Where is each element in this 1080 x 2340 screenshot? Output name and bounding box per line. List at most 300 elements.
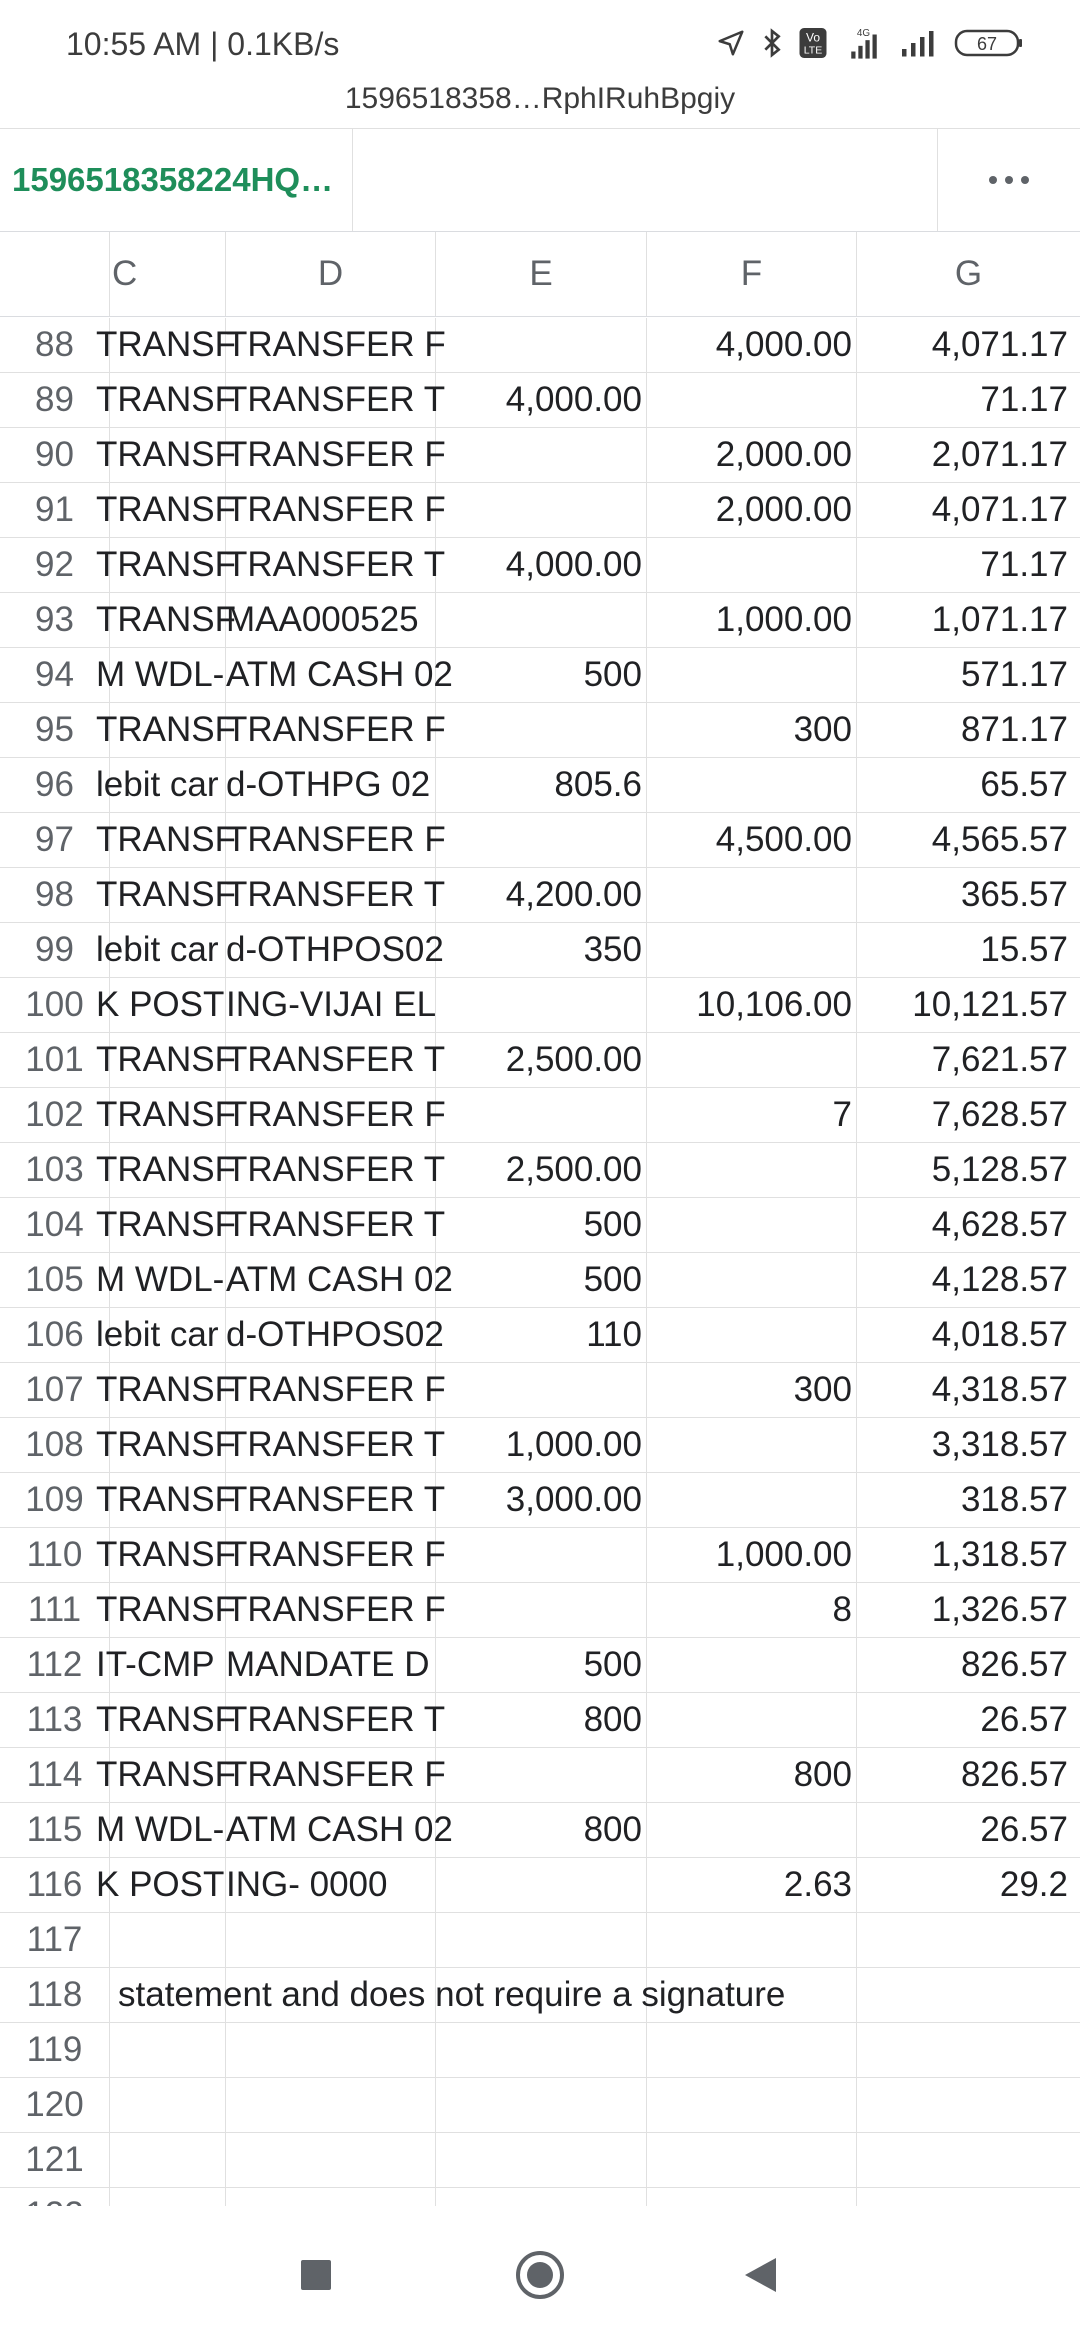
cell-value: TRANSF [96, 435, 236, 474]
table-row [0, 373, 1080, 428]
cell-c[interactable] [96, 1198, 236, 1252]
cell-value: 500 [583, 1205, 642, 1244]
cell-value: 300 [793, 710, 852, 749]
cell-value: lebit car [96, 930, 219, 969]
row-number[interactable]: 104 [0, 1198, 110, 1252]
row-number[interactable]: 114 [0, 1748, 110, 1802]
battery-icon [954, 28, 1024, 58]
row-number[interactable]: 117 [0, 1913, 110, 1967]
cell-d[interactable] [226, 1748, 446, 1802]
cell-e[interactable] [436, 483, 647, 537]
cell-d[interactable] [226, 1858, 436, 1912]
cell-value: 805.6 [554, 765, 642, 804]
row-number[interactable]: 105 [0, 1253, 110, 1307]
cell-d[interactable] [226, 1143, 446, 1197]
cell-c[interactable] [96, 1253, 226, 1307]
table-row [0, 318, 1080, 373]
cell-c[interactable] [96, 978, 226, 1032]
cell-value: 4,000.00 [505, 545, 642, 584]
cell-g[interactable] [857, 1198, 1080, 1252]
cell-f[interactable] [647, 1803, 857, 1857]
cell-d[interactable] [226, 1693, 446, 1747]
cell-value: 4,200.00 [505, 875, 642, 914]
cell-f[interactable] [647, 593, 857, 647]
cell-c[interactable] [96, 1308, 226, 1362]
file-title: 1596518358…RphIRuhBpgiy [344, 82, 736, 115]
row-number[interactable]: 110 [0, 1528, 110, 1582]
cell-e[interactable] [436, 758, 647, 812]
cell-c[interactable] [96, 593, 236, 647]
cell-f[interactable] [647, 483, 857, 537]
cell-e[interactable] [436, 703, 647, 757]
more-horizontal-icon [987, 174, 1031, 186]
cell-e[interactable] [436, 2078, 647, 2132]
row-number[interactable]: 115 [0, 1803, 110, 1857]
cell-value: 2,500.00 [505, 1150, 642, 1189]
cell-value: 300 [793, 1370, 852, 1409]
cell-e[interactable] [436, 2133, 647, 2187]
cell-d[interactable] [226, 1418, 446, 1472]
cell-e[interactable] [436, 1858, 647, 1912]
cell-f[interactable] [647, 703, 857, 757]
home-button[interactable] [505, 2240, 575, 2310]
cell-c[interactable] [96, 373, 236, 427]
cell-c[interactable] [96, 1528, 236, 1582]
column-header-f[interactable]: F [647, 232, 857, 316]
status-icons [716, 26, 1024, 60]
cell-f[interactable] [647, 1363, 857, 1417]
cell-e[interactable] [436, 593, 647, 647]
cell-c[interactable] [96, 1418, 236, 1472]
cell-d[interactable] [226, 2023, 436, 2077]
table-row [0, 538, 1080, 593]
cell-g[interactable] [857, 868, 1080, 922]
cell-e[interactable] [436, 1033, 647, 1087]
cell-f[interactable] [647, 2133, 857, 2187]
row-number[interactable]: 106 [0, 1308, 110, 1362]
cell-e[interactable] [436, 868, 647, 922]
cell-d[interactable] [226, 1473, 446, 1527]
spreadsheet-grid[interactable] [0, 232, 1080, 2206]
cell-value: MAA000525 [226, 600, 419, 639]
cell-f[interactable] [647, 868, 857, 922]
cell-value: 4,128.57 [931, 1260, 1068, 1299]
cell-value: M WDL- [96, 1810, 225, 1849]
cell-g[interactable] [857, 428, 1080, 482]
cell-g[interactable] [857, 318, 1080, 372]
cell-c[interactable] [96, 813, 236, 867]
cell-d[interactable] [226, 483, 446, 537]
cell-value: 65.57 [980, 765, 1068, 804]
cell-e[interactable] [436, 1473, 647, 1527]
cell-c[interactable] [96, 1858, 226, 1912]
row-number[interactable]: 112 [0, 1638, 110, 1692]
cell-value: 571.17 [960, 655, 1068, 694]
table-row [0, 1033, 1080, 1088]
cell-d[interactable] [226, 538, 446, 592]
row-number[interactable]: 99 [0, 923, 110, 977]
cell-value: 26.57 [980, 1810, 1068, 1849]
cell-d[interactable] [226, 1198, 446, 1252]
cell-c[interactable] [110, 2023, 226, 2077]
recents-button[interactable] [281, 2240, 351, 2310]
row-number[interactable]: 118 [0, 1968, 110, 2022]
cell-g[interactable] [857, 978, 1080, 1032]
cell-g[interactable] [857, 373, 1080, 427]
cell-f[interactable] [647, 1033, 857, 1087]
cell-f[interactable] [647, 813, 857, 867]
cell-e[interactable] [436, 1308, 647, 1362]
cell-g[interactable] [857, 813, 1080, 867]
cell-e[interactable] [436, 1748, 647, 1802]
cell-value: 7,628.57 [931, 1095, 1068, 1134]
table-row [0, 483, 1080, 538]
cell-value: TRANSFER F [226, 490, 446, 529]
cell-value: 500 [583, 655, 642, 694]
cell-e[interactable] [436, 648, 647, 702]
cell-e[interactable] [436, 538, 647, 592]
row-number[interactable]: 90 [0, 428, 110, 482]
cell-g[interactable] [857, 1033, 1080, 1087]
cell-f[interactable] [647, 1693, 857, 1747]
cell-g[interactable] [857, 1583, 1080, 1637]
cell-e[interactable] [436, 2023, 647, 2077]
cell-f[interactable] [647, 1088, 857, 1142]
cell-value: TRANSF [96, 820, 236, 859]
corner-cell[interactable] [0, 232, 110, 316]
status-time: 10:55 AM | 0.1KB/s [66, 26, 340, 62]
cell-f[interactable] [647, 538, 857, 592]
cell-e[interactable] [436, 318, 647, 372]
row-number[interactable]: 111 [0, 1583, 110, 1637]
cell-c[interactable] [96, 1803, 226, 1857]
row-number[interactable]: 109 [0, 1473, 110, 1527]
cell-f[interactable] [647, 1308, 857, 1362]
cell-f[interactable] [647, 1143, 857, 1197]
table-row [0, 428, 1080, 483]
cell-g[interactable] [857, 1803, 1080, 1857]
row-number[interactable]: 103 [0, 1143, 110, 1197]
cell-value: TRANSF [96, 380, 236, 419]
row-number[interactable]: 101 [0, 1033, 110, 1087]
cell-d[interactable] [226, 1803, 453, 1857]
cell-f[interactable] [647, 1418, 857, 1472]
row-number[interactable]: 120 [0, 2078, 110, 2132]
cell-d[interactable] [226, 1583, 446, 1637]
cell-value: TRANSF [96, 1590, 236, 1629]
cell-c[interactable] [110, 2078, 226, 2132]
cell-d[interactable] [226, 593, 436, 647]
cell-c[interactable] [96, 1143, 236, 1197]
row-number[interactable]: 119 [0, 2023, 110, 2077]
navigation-bar [0, 2206, 1080, 2340]
cell-f[interactable] [647, 1638, 857, 1692]
cell-c[interactable] [96, 1583, 236, 1637]
cell-value: TRANSFER F [226, 1755, 446, 1794]
cell-e[interactable] [436, 923, 647, 977]
cell-g[interactable] [857, 758, 1080, 812]
location-icon [716, 28, 746, 58]
table-row [0, 1253, 1080, 1308]
cell-c[interactable] [96, 1473, 236, 1527]
cell-e[interactable] [436, 1363, 647, 1417]
cell-c[interactable] [96, 1363, 236, 1417]
column-header-row [0, 232, 1080, 317]
cell-f[interactable] [647, 1913, 857, 1967]
cell-g[interactable] [857, 1088, 1080, 1142]
cell-d[interactable] [226, 923, 444, 977]
row-number[interactable]: 94 [0, 648, 110, 702]
row-number[interactable]: 113 [0, 1693, 110, 1747]
row-number[interactable]: 98 [0, 868, 110, 922]
cell-value: 500 [583, 1260, 642, 1299]
cell-c[interactable] [96, 648, 226, 702]
cell-c[interactable] [110, 2133, 226, 2187]
cell-f[interactable] [647, 2078, 857, 2132]
cell-f[interactable] [647, 923, 857, 977]
cell-c[interactable] [96, 538, 236, 592]
cell-d[interactable] [226, 1638, 436, 1692]
cell-g[interactable] [857, 1143, 1080, 1197]
row-number[interactable]: 96 [0, 758, 110, 812]
cell-e[interactable] [436, 1913, 647, 1967]
cell-value: 4,000.00 [505, 380, 642, 419]
row-number[interactable]: 91 [0, 483, 110, 537]
column-header-g[interactable]: G [954, 254, 983, 293]
cell-f[interactable] [647, 2023, 857, 2077]
svg-text:Vo: Vo [805, 30, 821, 45]
cell-value: ING-VIJAI EL [226, 985, 437, 1024]
cell-f[interactable] [647, 318, 857, 372]
cell-f[interactable] [647, 1198, 857, 1252]
row-number[interactable]: 95 [0, 703, 110, 757]
cell-g[interactable] [857, 2133, 1080, 2187]
cell-f[interactable] [647, 1748, 857, 1802]
cell-value: 350 [583, 930, 642, 969]
cell-g[interactable] [857, 1693, 1080, 1747]
cell-value: MANDATE D [226, 1645, 430, 1684]
cell-g[interactable] [857, 1528, 1080, 1582]
cell-value: TRANSF [96, 1150, 236, 1189]
cell-d[interactable] [226, 1363, 446, 1417]
cell-f[interactable] [647, 978, 857, 1032]
cell-c[interactable] [96, 923, 226, 977]
cell-value: TRANSF [96, 875, 236, 914]
row-number[interactable]: 116 [0, 1858, 110, 1912]
cell-f[interactable] [647, 758, 857, 812]
cell-c[interactable] [96, 483, 236, 537]
cell-c[interactable] [96, 1748, 236, 1802]
cell-f[interactable] [647, 1473, 857, 1527]
row-number[interactable]: 88 [0, 318, 110, 372]
triangle-back-icon [742, 2256, 778, 2294]
cell-value: 4,565.57 [931, 820, 1068, 859]
cell-c[interactable] [96, 1693, 236, 1747]
cell-g[interactable] [857, 923, 1080, 977]
table-row [0, 1693, 1080, 1748]
column-header-e[interactable]: E [436, 232, 647, 316]
sheet-tab-label: 1596518358224HQ… [12, 161, 334, 198]
row-number[interactable]: 108 [0, 1418, 110, 1472]
table-row [0, 868, 1080, 923]
cell-g[interactable] [857, 1858, 1080, 1912]
column-header-d[interactable]: D [226, 232, 436, 316]
row-number[interactable]: 107 [0, 1363, 110, 1417]
cell-e[interactable] [436, 1253, 647, 1307]
cell-d[interactable] [226, 1308, 444, 1362]
cell-g[interactable] [857, 2023, 1080, 2077]
table-row [0, 1803, 1080, 1858]
more-options-button[interactable] [937, 129, 1080, 231]
column-header-c[interactable]: C [110, 232, 226, 316]
cell-value: IT-CMP [96, 1645, 215, 1684]
cell-c[interactable] [96, 868, 236, 922]
cell-c[interactable] [96, 428, 236, 482]
cell-value: 1,326.57 [931, 1590, 1068, 1629]
cell-d[interactable] [226, 978, 436, 1032]
table-row [0, 813, 1080, 868]
cell-g[interactable] [857, 1253, 1080, 1307]
row-number[interactable]: 93 [0, 593, 110, 647]
cell-d[interactable] [226, 373, 446, 427]
svg-text:LTE: LTE [803, 44, 823, 57]
cell-value: TRANSFER F [226, 1590, 446, 1629]
cell-e[interactable] [436, 1803, 647, 1857]
cell-g[interactable] [857, 1473, 1080, 1527]
cell-e[interactable] [436, 813, 647, 867]
cell-value: M WDL- [96, 1260, 225, 1299]
cell-value: 2,000.00 [715, 490, 852, 529]
cell-value: 10,106.00 [696, 985, 852, 1024]
cell-value: 2,071.17 [931, 435, 1068, 474]
cell-g[interactable] [857, 1418, 1080, 1472]
cell-g[interactable] [857, 703, 1080, 757]
cell-c[interactable] [96, 703, 236, 757]
cell-value: 71.17 [980, 545, 1068, 584]
cell-g[interactable] [857, 1913, 1080, 1967]
cell-value: 15.57 [980, 930, 1068, 969]
row-number[interactable]: 97 [0, 813, 110, 867]
row-number[interactable]: 89 [0, 373, 110, 427]
cell-value: TRANSFER F [226, 1535, 446, 1574]
cell-g[interactable] [857, 593, 1080, 647]
row-number[interactable]: 102 [0, 1088, 110, 1142]
cell-value: 4,628.57 [931, 1205, 1068, 1244]
cell-e[interactable] [436, 1693, 647, 1747]
table-row [0, 2023, 1080, 2078]
table-row [0, 923, 1080, 978]
cell-value: 4,071.17 [931, 490, 1068, 529]
cell-value: 4,500.00 [715, 820, 852, 859]
cell-d[interactable] [226, 758, 436, 812]
row-number[interactable]: 121 [0, 2133, 110, 2187]
cell-value: TRANSFER T [226, 545, 446, 584]
cell-d[interactable] [226, 1088, 446, 1142]
cell-d[interactable] [226, 318, 446, 372]
cell-value: 26.57 [980, 1700, 1068, 1739]
cell-f[interactable] [647, 1528, 857, 1582]
table-row [0, 1748, 1080, 1803]
cell-e[interactable] [436, 1583, 647, 1637]
cell-f[interactable] [647, 428, 857, 482]
cell-d[interactable] [226, 1528, 446, 1582]
cell-d[interactable] [226, 2133, 436, 2187]
cell-d[interactable] [226, 428, 446, 482]
note-cell[interactable]: statement and does not require a signature [118, 1975, 786, 2014]
cell-value: 1,000.00 [715, 1535, 852, 1574]
cell-e[interactable] [436, 1198, 647, 1252]
back-button[interactable] [725, 2240, 795, 2310]
status-bar [0, 0, 1080, 80]
cell-c[interactable] [96, 1638, 226, 1692]
cell-g[interactable] [857, 538, 1080, 592]
sheet-tab[interactable] [0, 129, 353, 231]
grid-rows [0, 318, 1080, 2243]
cell-g[interactable] [857, 1748, 1080, 1802]
cell-d[interactable] [226, 1033, 446, 1087]
cell-value: TRANSF [96, 1535, 236, 1574]
table-row [0, 1473, 1080, 1528]
cell-d[interactable] [226, 1913, 436, 1967]
cell-g[interactable] [857, 1308, 1080, 1362]
cell-value: 800 [793, 1755, 852, 1794]
cell-f[interactable] [647, 1253, 857, 1307]
table-row [0, 1968, 1080, 2023]
table-row [0, 1198, 1080, 1253]
cell-e[interactable] [436, 1143, 647, 1197]
cell-value: 2,500.00 [505, 1040, 642, 1079]
cell-e[interactable] [436, 428, 647, 482]
row-number[interactable]: 100 [0, 978, 110, 1032]
cell-d[interactable] [226, 2078, 436, 2132]
cell-g[interactable] [857, 1363, 1080, 1417]
table-row [0, 1088, 1080, 1143]
cell-f[interactable] [647, 1583, 857, 1637]
cell-e[interactable] [436, 1088, 647, 1142]
cell-e[interactable] [436, 1528, 647, 1582]
cell-f[interactable] [647, 648, 857, 702]
table-row [0, 758, 1080, 813]
row-number[interactable]: 92 [0, 538, 110, 592]
cell-e[interactable] [436, 1638, 647, 1692]
cell-value: 1,318.57 [931, 1535, 1068, 1574]
cell-c[interactable] [96, 1033, 236, 1087]
cell-f[interactable] [647, 1858, 857, 1912]
cell-g[interactable] [857, 483, 1080, 537]
cell-c[interactable] [96, 1088, 236, 1142]
cell-d[interactable] [226, 868, 446, 922]
cell-value: TRANSFER T [226, 875, 446, 914]
cell-value: TRANSFER F [226, 325, 446, 364]
cell-e[interactable] [436, 1418, 647, 1472]
cell-c[interactable] [110, 1913, 226, 1967]
cell-d[interactable] [226, 813, 446, 867]
cell-d[interactable] [226, 703, 446, 757]
cell-value: 2,000.00 [715, 435, 852, 474]
cell-g[interactable] [857, 1638, 1080, 1692]
cell-g[interactable] [857, 2078, 1080, 2132]
cell-f[interactable] [647, 373, 857, 427]
cell-g[interactable] [857, 1968, 1080, 2022]
cell-c[interactable] [96, 318, 236, 372]
cell-g[interactable] [857, 648, 1080, 702]
cell-c[interactable] [96, 758, 226, 812]
cell-d[interactable] [226, 648, 453, 702]
cell-value: 1,000.00 [715, 600, 852, 639]
cell-e[interactable] [436, 373, 647, 427]
cell-d[interactable] [226, 1253, 453, 1307]
cell-e[interactable] [436, 978, 647, 1032]
